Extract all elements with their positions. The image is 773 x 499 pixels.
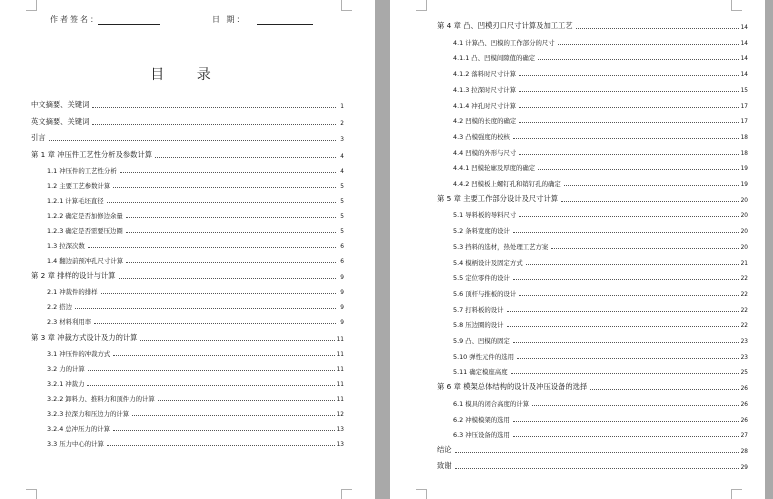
toc-page-number: 12 [336, 411, 344, 418]
toc-dot-leader [119, 278, 336, 279]
toc-entry-title: 1.2 主要工艺参数计算 [47, 181, 111, 190]
toc-entry-title: 引言 [31, 133, 46, 142]
crop-mark [341, 0, 352, 11]
scroll-edge [765, 0, 773, 499]
toc-dot-leader [576, 28, 739, 29]
toc-page-number: 15 [740, 87, 748, 94]
toc-dot-leader [519, 154, 738, 155]
toc-dot-leader [507, 311, 739, 312]
toc-dot-leader [538, 169, 738, 170]
toc-dot-leader [126, 217, 336, 218]
toc-entry-title: 3.2 力的计算 [47, 364, 85, 373]
toc-page-number: 21 [740, 260, 748, 267]
toc-section-entry[interactable] [47, 237, 344, 250]
toc-entry-title: 第 1 章 冲压件工艺性分析及参数计算 [31, 149, 153, 159]
toc-entry-title: 第 4 章 凸、凹模刃口尺寸计算及加工工艺 [437, 21, 573, 30]
toc-entry-title: 6.1 模具的闭合高度的计算 [453, 399, 530, 408]
toc-entry-title: 5.8 压边圈的设计 [453, 321, 504, 330]
toc-entry-title: 中文摘要、关键词 [31, 100, 90, 109]
toc-dot-leader [140, 340, 334, 341]
toc-page-number: 4 [340, 153, 344, 160]
toc-entry-title: 5.3 挡料的选材，热处理工艺方案 [453, 242, 549, 251]
toc-entry-title: 6.3 冲压设备的选用 [453, 431, 510, 440]
toc-chapter-entry[interactable] [31, 330, 344, 343]
toc-page-number: 14 [740, 40, 748, 47]
toc-page-number: 11 [336, 351, 344, 358]
toc-page-number: 17 [740, 103, 748, 110]
toc-page-number: 4 [340, 168, 344, 175]
toc-entry-title: 4.1.3 拉深时尺寸计算 [453, 85, 517, 94]
toc-page-number: 9 [340, 305, 344, 311]
toc-chapter-entry[interactable] [31, 130, 344, 143]
toc-section-entry[interactable] [453, 128, 748, 141]
toc-dot-leader [155, 157, 336, 158]
toc-section-entry[interactable] [453, 81, 748, 94]
toc-dot-leader [519, 91, 739, 92]
toc-dot-leader [126, 262, 336, 263]
toc-page-number: 28 [740, 448, 748, 455]
toc-entry-title: 4.4.1 凹模轮廓及厚度的确定 [453, 164, 536, 173]
toc-page-number: 18 [740, 134, 748, 141]
toc-entry-title: 第 3 章 冲裁方式设计及力的计算 [31, 332, 138, 342]
toc-page-number: 9 [340, 320, 344, 326]
toc-dot-leader [590, 389, 738, 390]
toc-entry-title: 4.4.2 凹模板上螺钉孔和销钉孔的确定 [453, 180, 561, 188]
toc-dot-leader [94, 323, 336, 324]
toc-dot-leader [517, 358, 739, 359]
toc-section-entry[interactable] [453, 426, 748, 439]
toc-entry-title: 4.2 凹模的长度的确定 [453, 117, 517, 126]
toc-dot-leader [132, 415, 334, 416]
toc-dot-leader [513, 279, 739, 280]
toc-page-number: 29 [740, 464, 748, 471]
toc-section-entry[interactable] [453, 363, 748, 376]
toc-page-number: 23 [740, 354, 748, 361]
toc-dot-leader [526, 264, 739, 265]
toc-section-entry[interactable] [453, 285, 748, 298]
toc-chapter-entry[interactable] [437, 458, 748, 471]
toc-entry-title: 1.2.2 确定是否加修边余量 [47, 211, 123, 220]
toc-section-entry[interactable] [47, 192, 344, 205]
toc-dot-leader [513, 436, 739, 437]
toc-section-entry[interactable] [453, 348, 748, 361]
toc-section-entry[interactable] [47, 313, 344, 326]
toc-entry-title: 5.4 模柄设计及固定方式 [453, 258, 523, 267]
toc-section-entry[interactable] [453, 159, 748, 172]
toc-chapter-entry[interactable] [437, 379, 748, 392]
toc-dot-leader [561, 201, 739, 202]
toc-section-entry[interactable] [453, 34, 748, 47]
toc-chapter-entry[interactable] [437, 442, 748, 455]
toc-page-number: 20 [740, 213, 748, 220]
toc-entry-title: 5.6 顶杆与推板的设计 [453, 289, 517, 298]
toc-dot-leader [507, 326, 739, 327]
toc-dot-leader [158, 400, 335, 401]
date-label: 日 期： [212, 15, 247, 24]
toc-entry-title: 5.2 条料宽度的设计 [453, 227, 510, 236]
toc-section-entry[interactable] [47, 435, 344, 448]
toc-entry-title: 1.2.3 确定是否需要压边圈 [47, 226, 123, 235]
toc-section-entry[interactable] [47, 283, 344, 296]
toc-dot-leader [551, 248, 738, 249]
toc-entry-title: 4.1.4 冲孔时尺寸计算 [453, 101, 517, 110]
toc-section-entry[interactable] [47, 375, 344, 388]
toc-section-entry[interactable] [453, 144, 748, 157]
toc-entry-title: 3.2.4 总冲压力的计算 [47, 424, 111, 433]
crop-mark [731, 0, 742, 11]
toc-section-entry[interactable] [453, 301, 748, 314]
toc-dot-leader [513, 342, 739, 343]
date-line [257, 24, 313, 25]
toc-entry-title: 5.5 定位零件的设计 [453, 274, 510, 283]
toc-entry-title: 英文摘要、关键词 [31, 116, 90, 126]
toc-section-entry[interactable] [47, 345, 344, 358]
toc-page-number: 2 [340, 120, 344, 127]
toc-entry-title: 4.1.2 落料时尺寸计算 [453, 70, 517, 79]
toc-entry-title: 1.4 翻边前预冲孔尺寸计算 [47, 256, 124, 265]
toc-section-entry[interactable] [453, 97, 748, 110]
toc-page-number: 25 [740, 370, 748, 377]
toc-page-number: 5 [340, 213, 344, 220]
toc-dot-leader [511, 373, 739, 374]
toc-section-entry[interactable] [47, 390, 344, 403]
toc-section-entry[interactable] [47, 405, 344, 418]
toc-dot-leader [513, 138, 739, 139]
toc-entry-title: 结论 [437, 444, 452, 454]
toc-dot-leader [113, 187, 336, 188]
toc-page-number: 22 [740, 291, 748, 298]
toc-page-number: 26 [740, 417, 748, 424]
toc-chapter-entry[interactable] [437, 18, 748, 31]
toc-dot-leader [513, 232, 739, 233]
toc-section-entry[interactable] [453, 411, 748, 424]
toc-page-number: 13 [336, 441, 344, 448]
toc-chapter-entry[interactable] [31, 114, 344, 127]
toc-page-number: 14 [740, 25, 748, 31]
toc-page-number: 20 [740, 229, 748, 236]
toc-dot-leader [519, 107, 739, 108]
toc-page-number: 11 [336, 396, 344, 403]
toc-dot-leader [455, 468, 739, 469]
toc-page-number: 14 [740, 72, 748, 79]
toc-section-entry[interactable] [453, 112, 748, 125]
toc-section-entry[interactable] [453, 206, 748, 219]
toc-page-number: 1 [340, 104, 344, 110]
toc-dot-leader [519, 75, 739, 76]
toc-entry-title: 第 5 章 主要工作部分设计及尺寸计算 [437, 193, 559, 203]
toc-page-number: 13 [336, 426, 344, 433]
toc-page-number: 9 [340, 290, 344, 296]
toc-entry-title: 3.2.3 拉深力和压边力的计算 [47, 409, 130, 418]
toc-entry-title: 3.2.1 冲裁力 [47, 379, 85, 388]
toc-entry-title: 5.10 弹性元件的选用 [453, 352, 514, 361]
toc-dot-leader [113, 430, 335, 431]
toc-section-entry[interactable] [453, 269, 748, 282]
toc-section-entry[interactable] [47, 162, 344, 175]
toc-page-number: 3 [340, 137, 344, 143]
toc-dot-leader [88, 247, 336, 248]
toc-entry-title: 第 6 章 模架总体结构的设计及冲压设备的选择 [437, 382, 588, 392]
toc-chapter-entry[interactable] [437, 191, 748, 204]
toc-entry-title: 4.1 计算凸、凹模的工作部分的尺寸 [453, 38, 555, 47]
toc-chapter-entry[interactable] [31, 97, 344, 110]
toc-section-entry[interactable] [453, 49, 748, 62]
toc-title: 目 录 [150, 67, 225, 83]
toc-page-number: 17 [740, 119, 748, 126]
toc-page-number: 14 [740, 56, 748, 63]
toc-section-entry[interactable] [47, 177, 344, 190]
author-signature-line [98, 24, 160, 25]
toc-page-number: 22 [740, 323, 748, 330]
toc-page-number: 22 [740, 307, 748, 314]
crop-mark [26, 0, 37, 11]
toc-dot-leader [558, 44, 739, 45]
toc-dot-leader [75, 308, 336, 309]
toc-entry-title: 2.2 搭边 [47, 303, 72, 311]
toc-page-number: 26 [740, 401, 748, 408]
toc-dot-leader [87, 385, 334, 386]
toc-entry-title: 5.11 确定模座高度 [453, 368, 508, 377]
toc-page-number: 18 [740, 150, 748, 157]
toc-page-number: 27 [740, 433, 748, 440]
toc-dot-leader [532, 405, 739, 406]
toc-dot-leader [126, 232, 336, 233]
toc-dot-leader [120, 172, 336, 173]
toc-dot-leader [88, 370, 335, 371]
toc-page-number: 22 [740, 276, 748, 283]
toc-page-number: 9 [340, 275, 344, 281]
document-page-left [0, 0, 375, 499]
author-signature-label: 作者签名： [50, 15, 100, 24]
toc-page-number: 5 [340, 183, 344, 190]
page-gutter [375, 0, 390, 499]
document-page-right [390, 0, 765, 499]
toc-page-number: 26 [740, 386, 748, 393]
toc-entry-title: 致谢 [437, 460, 452, 470]
toc-page-number: 19 [740, 182, 748, 188]
toc-section-entry[interactable] [47, 207, 344, 220]
toc-dot-leader [538, 59, 738, 60]
toc-entry-title: 第 2 章 排样的设计与计算 [31, 271, 116, 280]
toc-page-number: 11 [336, 366, 344, 373]
toc-entry-title: 3.1 冲压件的冲裁方式 [47, 349, 111, 358]
toc-entry-title: 1.1 冲压件的工艺性分析 [47, 166, 117, 175]
toc-entry-title: 6.2 冲模模架的选用 [453, 415, 510, 424]
toc-page-number: 20 [740, 244, 748, 251]
toc-dot-leader [92, 107, 336, 108]
toc-page-number: 19 [740, 166, 748, 173]
toc-dot-leader [564, 185, 739, 186]
crop-mark [731, 489, 742, 499]
toc-section-entry[interactable] [453, 332, 748, 345]
toc-dot-leader [92, 124, 336, 125]
toc-entry-title: 5.7 打料板的设计 [453, 305, 504, 314]
toc-section-entry[interactable] [453, 254, 748, 267]
toc-dot-leader [513, 421, 739, 422]
toc-page-number: 20 [740, 197, 748, 204]
toc-section-entry[interactable] [453, 316, 748, 329]
toc-entry-title: 5.1 导料板的导料尺寸 [453, 211, 517, 220]
toc-dot-leader [519, 295, 738, 296]
toc-section-entry[interactable] [47, 252, 344, 265]
toc-entry-title: 5.9 凸、凹模的固定 [453, 337, 510, 345]
toc-page-number: 5 [340, 198, 344, 205]
toc-page-number: 5 [340, 228, 344, 235]
toc-dot-leader [519, 122, 738, 123]
toc-chapter-entry[interactable] [31, 147, 344, 160]
toc-section-entry[interactable] [47, 298, 344, 311]
crop-mark [341, 489, 352, 499]
toc-entry-title: 3.3 压力中心的计算 [47, 439, 104, 448]
toc-section-entry[interactable] [453, 175, 748, 188]
toc-dot-leader [107, 202, 336, 203]
toc-page-number: 11 [336, 336, 344, 343]
crop-mark [416, 0, 427, 11]
toc-section-entry[interactable] [453, 222, 748, 235]
crop-mark [416, 489, 427, 499]
toc-dot-leader [113, 355, 334, 356]
toc-section-entry[interactable] [47, 360, 344, 373]
toc-entry-title: 4.1.1 凸、凹模间隙值的确定 [453, 54, 536, 63]
toc-entry-title: 2.1 冲裁件的排样 [47, 288, 98, 296]
toc-page-number: 23 [740, 339, 748, 345]
toc-page-number: 6 [340, 258, 344, 265]
toc-entry-title: 4.3 凸模强度的校核 [453, 132, 510, 141]
toc-entry-title: 4.4 凹模的外形与尺寸 [453, 148, 517, 157]
toc-section-entry[interactable] [453, 65, 748, 78]
toc-dot-leader [519, 216, 738, 217]
toc-section-entry[interactable] [47, 222, 344, 235]
toc-dot-leader [455, 452, 739, 453]
toc-section-entry[interactable] [47, 420, 344, 433]
toc-page-number: 11 [336, 381, 344, 388]
toc-section-entry[interactable] [453, 395, 748, 408]
toc-chapter-entry[interactable] [31, 268, 344, 281]
toc-entry-title: 1.2.1 计算毛坯直径 [47, 196, 104, 205]
crop-mark [26, 489, 37, 499]
toc-entry-title: 2.3 材料利用率 [47, 318, 92, 326]
toc-entry-title: 1.3 拉深次数 [47, 241, 85, 250]
toc-dot-leader [49, 140, 336, 141]
toc-section-entry[interactable] [453, 238, 748, 251]
toc-dot-leader [107, 445, 335, 446]
toc-page-number: 6 [340, 243, 344, 250]
toc-entry-title: 3.2.2 卸料力、推料力和顶件力的计算 [47, 394, 155, 403]
toc-dot-leader [101, 293, 336, 294]
